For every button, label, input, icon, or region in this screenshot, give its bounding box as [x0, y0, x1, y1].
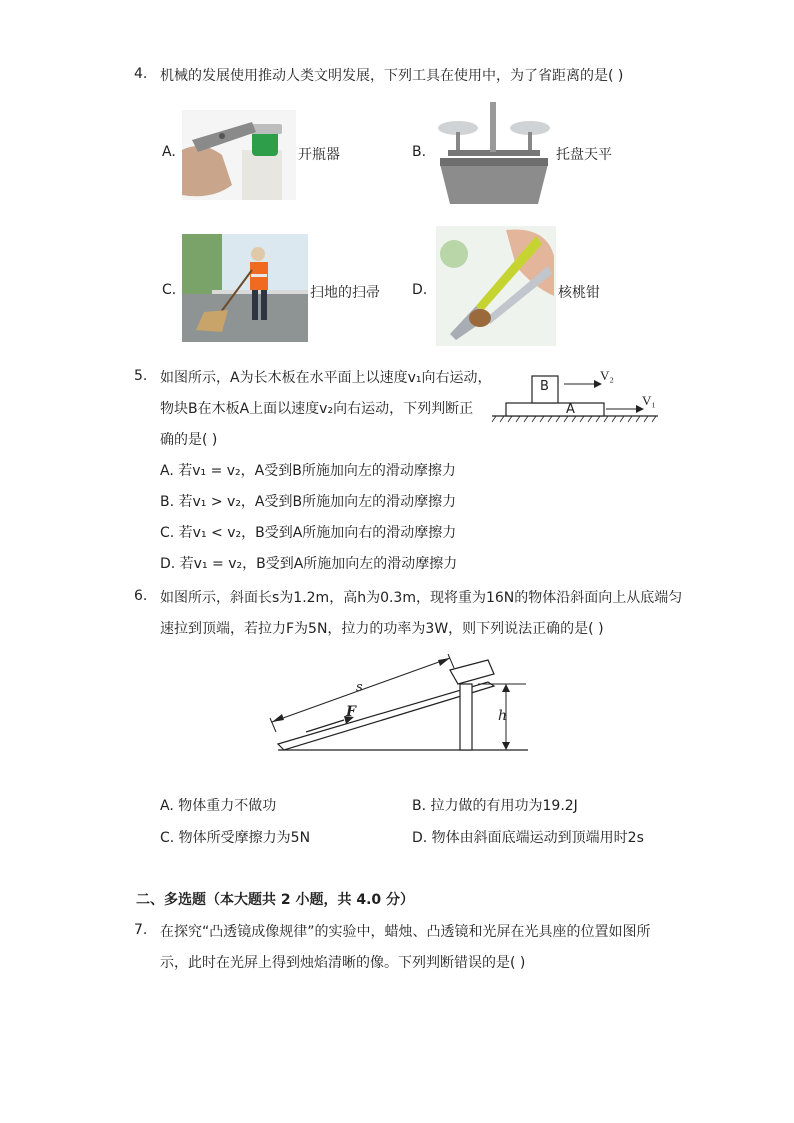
q6-s-label: s — [356, 680, 363, 695]
question-7-number: 7. — [134, 922, 148, 938]
q5-option-b: B. 若v₁ > v₂，A受到B所施加向左的滑动摩擦力 — [160, 494, 457, 510]
question-7-stem-line-2: 示，此时在光屏上得到烛焰清晰的像。下列判断错误的是( ) — [160, 955, 526, 971]
question-4-stem: 机械的发展使用推动人类文明发展，下列工具在使用中，为了省距离的是( ) — [160, 68, 624, 84]
q4-option-b-letter: B. — [412, 144, 427, 160]
q6-option-c: C. 物体所受摩擦力为5N — [160, 830, 311, 846]
q5-v2-label: V₂ — [600, 368, 614, 383]
nutcracker-photo — [436, 226, 556, 346]
question-6-stem-line-2: 速拉到顶端，若拉力F为5N，拉力的功率为3W，则下列说法正确的是( ) — [160, 621, 604, 637]
q4-option-d-caption: 核桃钳 — [558, 285, 600, 301]
q4-option-c-letter: C. — [162, 282, 177, 298]
section-2-title: 二、多选题（本大题共 2 小题，共 4.0 分） — [136, 892, 415, 908]
q5-option-d: D. 若v₁ = v₂，B受到A所施加向左的滑动摩擦力 — [160, 556, 458, 572]
q4-option-b-caption: 托盘天平 — [556, 147, 612, 163]
q6-f-label: F — [346, 704, 356, 720]
question-5-stem-line-2: 物块B在木板A上面以速度v₂向右运动，下列判断正 — [160, 401, 474, 417]
q6-option-b: B. 拉力做的有用功为19.2J — [412, 798, 578, 814]
question-4-number: 4. — [134, 66, 148, 82]
q4-option-d-letter: D. — [412, 282, 428, 298]
question-7-stem-line-1: 在探究“凸透镜成像规律”的实验中，蜡烛、凸透镜和光屏在光具座的位置如图所 — [160, 924, 651, 940]
question-5-number: 5. — [134, 368, 148, 384]
sweeping-broom-photo — [182, 234, 308, 342]
q5-v1-label: V₁ — [642, 393, 656, 408]
q4-option-c-caption: 扫地的扫帚 — [310, 285, 380, 301]
q6-incline-figure — [262, 646, 532, 758]
q5-board-block-figure — [490, 366, 660, 426]
q6-option-d: D. 物体由斜面底端运动到顶端用时2s — [412, 830, 644, 846]
question-5-stem-line-1: 如图所示，A为长木板在水平面上以速度v₁向右运动， — [160, 370, 492, 386]
q5-block-b-label: B — [540, 379, 549, 394]
q5-option-c: C. 若v₁ < v₂，B受到A所施加向右的滑动摩擦力 — [160, 525, 457, 541]
q4-option-a-caption: 开瓶器 — [298, 147, 340, 163]
q5-option-a: A. 若v₁ = v₂，A受到B所施加向左的滑动摩擦力 — [160, 463, 456, 479]
question-6-number: 6. — [134, 588, 148, 604]
question-5-stem-line-3: 确的是( ) — [160, 432, 218, 448]
q6-option-a: A. 物体重力不做功 — [160, 798, 277, 814]
question-6-stem-line-1: 如图所示，斜面长s为1.2m，高h为0.3m，现将重为16N的物体沿斜面向上从底端匀 — [160, 590, 683, 606]
q4-option-a-letter: A. — [162, 144, 176, 160]
q5-board-a-label: A — [566, 402, 575, 417]
q6-h-label: h — [498, 708, 508, 724]
tray-balance-photo — [434, 98, 554, 206]
bottle-opener-photo — [182, 110, 296, 200]
